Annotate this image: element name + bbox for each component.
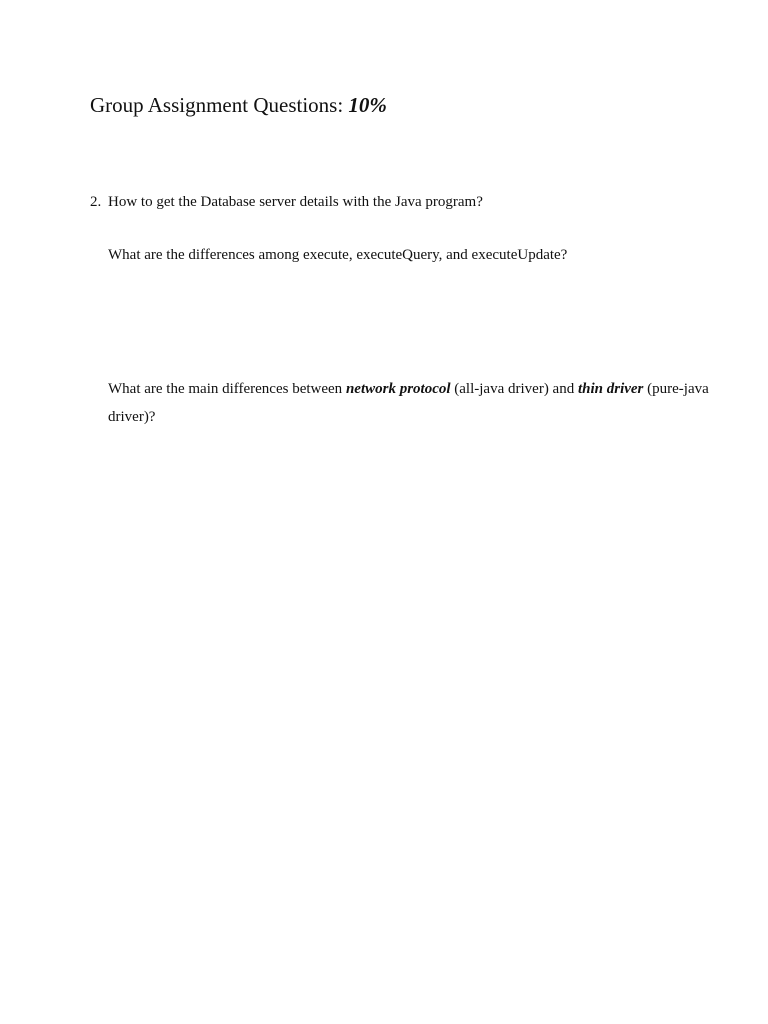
q3-part2: (all-java driver) and: [450, 381, 578, 397]
page-title: [90, 91, 387, 119]
term-network-protocol: network protocol: [345, 381, 451, 397]
question-number: 2.: [90, 194, 102, 210]
question-execute-differences: What are the differences among execute, executeQuery, and executeUpdate?: [108, 247, 568, 263]
q3-part1: What are the main differences between: [108, 381, 346, 397]
term-thin-driver: thin driver: [577, 381, 644, 397]
grade-weight: 10%: [348, 93, 387, 117]
title-text: Group Assignment Questions:: [90, 93, 344, 117]
question-database-details: How to get the Database server details with the Java program?: [108, 194, 483, 210]
question-driver-differences: [108, 375, 720, 431]
q3-part3: (pure-java driver)?: [108, 381, 709, 425]
